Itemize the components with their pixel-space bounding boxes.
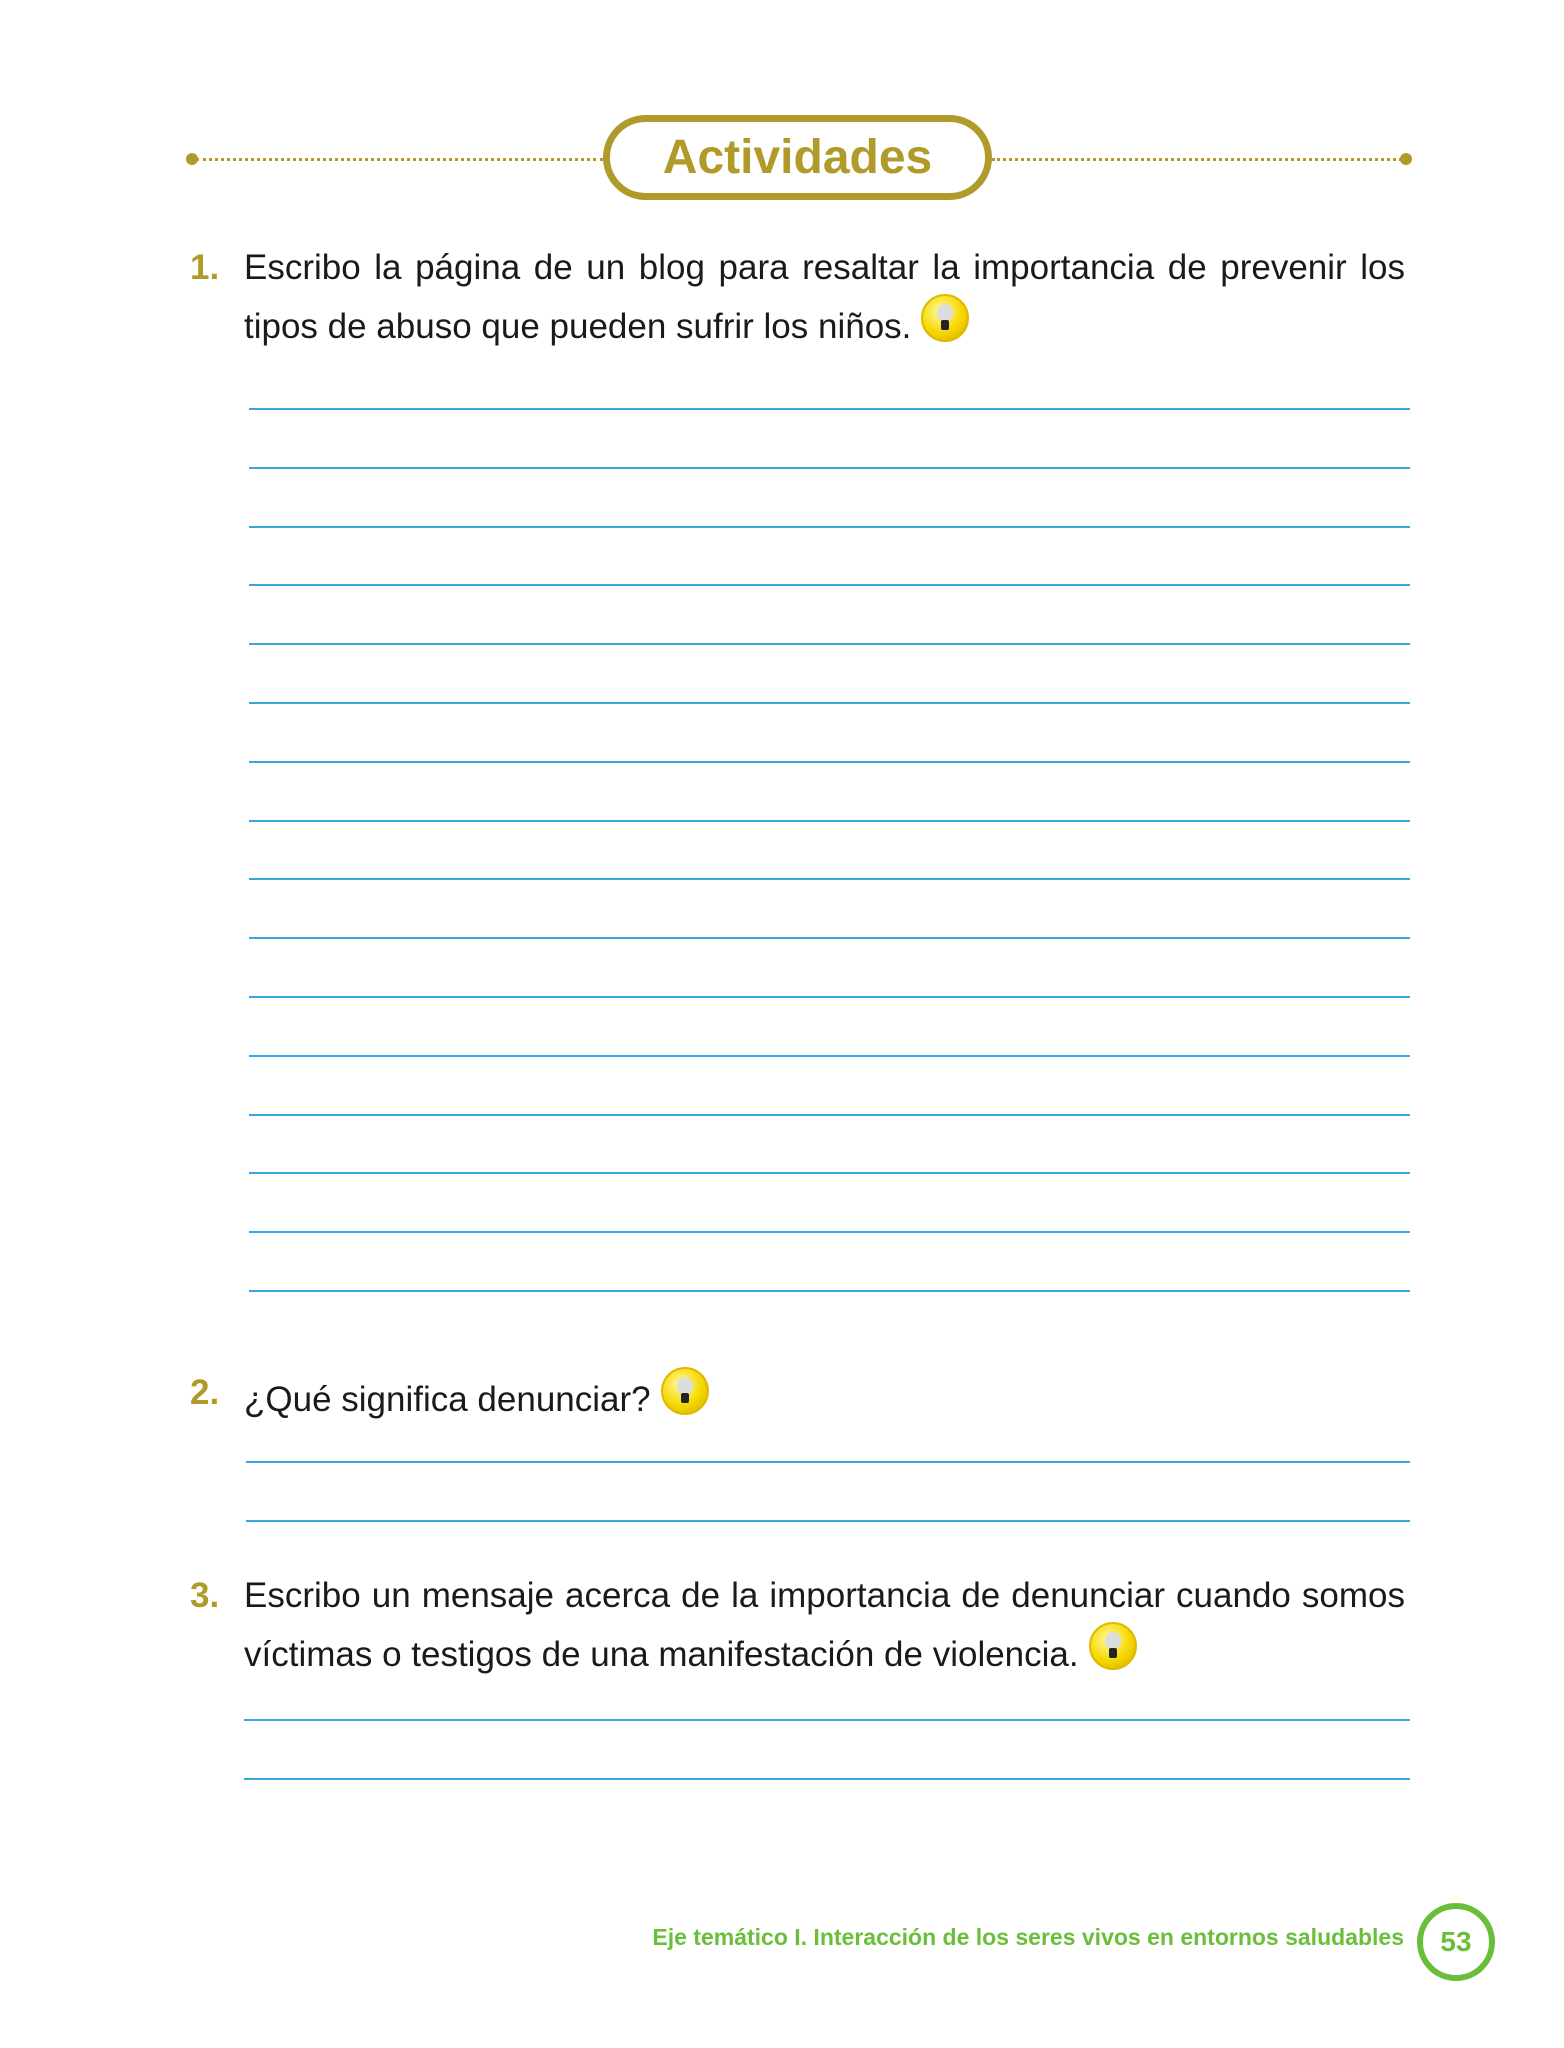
question-2 [190, 1367, 1405, 1426]
question-number: 2. [190, 1373, 220, 1412]
answer-line[interactable] [249, 467, 1410, 469]
answer-line[interactable] [246, 1461, 1410, 1463]
answer-line[interactable] [244, 1778, 1410, 1780]
answer-line[interactable] [249, 996, 1410, 998]
section-title: Actividades [662, 131, 933, 184]
lightbulb-icon [921, 294, 969, 342]
lightbulb-icon [1089, 1622, 1137, 1670]
answer-line[interactable] [249, 937, 1410, 939]
question-text: Escribo un mensaje acerca de la importancia de denunciar cuando somos víctimas o testigos de una manifestación de violencia. [244, 1576, 1405, 1674]
answer-line[interactable] [249, 878, 1410, 880]
answer-line[interactable] [249, 1290, 1410, 1292]
section-title-badge [603, 115, 992, 200]
page-number-text: 53 [1440, 1926, 1472, 1957]
header-dot-right [1400, 153, 1412, 165]
answer-line[interactable] [244, 1719, 1410, 1721]
question-1 [190, 242, 1405, 353]
question-text: Escribo la página de un blog para resaltar la importancia de prevenir los tipos de abuso que pueden sufrir los niños. [244, 248, 1405, 346]
answer-line[interactable] [249, 1231, 1410, 1233]
question-text: ¿Qué significa denunciar? [244, 1380, 651, 1419]
answer-line[interactable] [249, 702, 1410, 704]
answer-line[interactable] [249, 1114, 1410, 1116]
answer-line[interactable] [249, 526, 1410, 528]
footer-text: Eje temático I. Interacción de los seres vivos en entornos saludables [652, 1924, 1404, 1950]
answer-line[interactable] [249, 408, 1410, 410]
header-line-left [196, 158, 603, 161]
answer-line[interactable] [249, 1055, 1410, 1057]
header-dot-left [186, 153, 198, 165]
header-line-right [992, 158, 1402, 161]
answer-line[interactable] [249, 1172, 1410, 1174]
answer-line[interactable] [246, 1520, 1410, 1522]
question-3 [190, 1570, 1405, 1681]
answer-line[interactable] [249, 584, 1410, 586]
answer-line[interactable] [249, 761, 1410, 763]
page-number [1417, 1903, 1495, 1981]
question-number: 1. [190, 248, 220, 287]
answer-line[interactable] [249, 820, 1410, 822]
lightbulb-icon [661, 1367, 709, 1415]
question-number: 3. [190, 1576, 220, 1615]
answer-line[interactable] [249, 643, 1410, 645]
